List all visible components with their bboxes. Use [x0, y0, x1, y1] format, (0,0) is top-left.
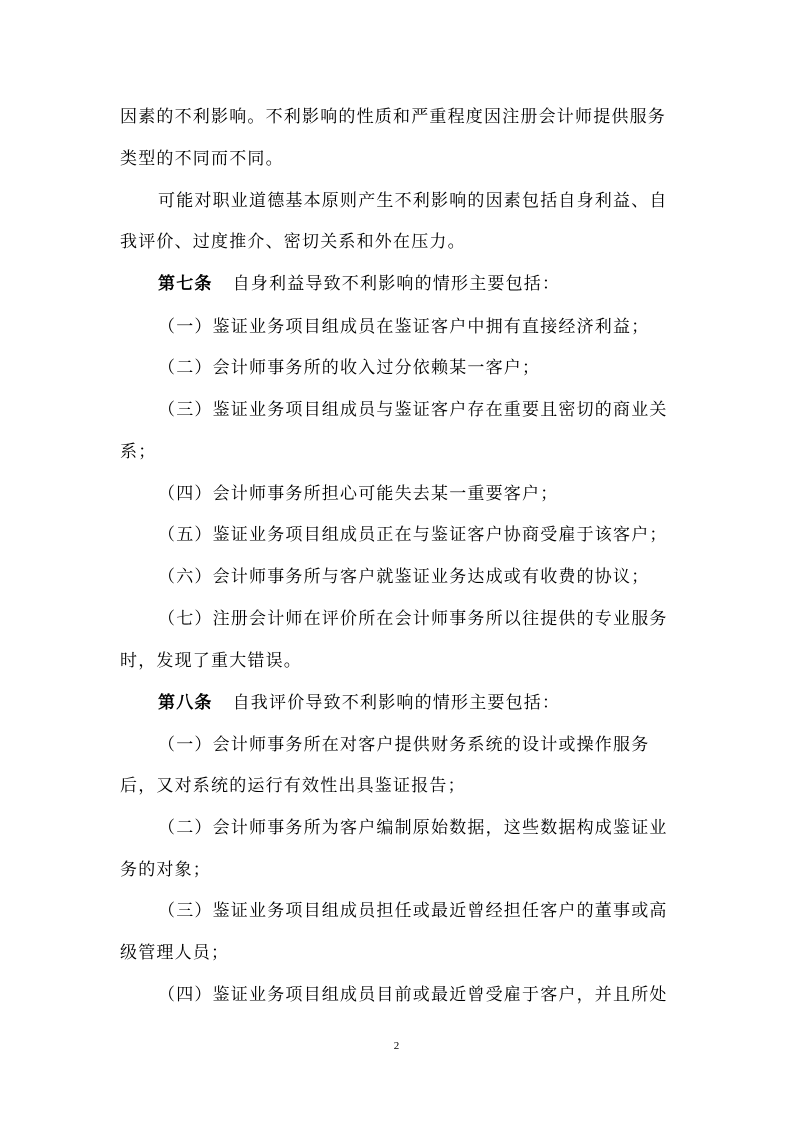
- article-7-number: 第七条: [158, 274, 213, 294]
- list-item-continuation: 后，又对系统的运行有效性出具鉴证报告；: [120, 776, 466, 796]
- list-item: （三）鉴证业务项目组成员与鉴证客户存在重要且密切的商业关: [158, 400, 668, 420]
- list-item: （四）鉴证业务项目组成员目前或最近曾受雇于客户，并且所处: [158, 985, 668, 1005]
- article-8-title: 自我评价导致不利影响的情形主要包括：: [232, 693, 561, 713]
- article-7-title: 自身利益导致不利影响的情形主要包括：: [232, 274, 561, 294]
- article-8-number: 第八条: [158, 693, 213, 713]
- list-item: （一）会计师事务所在对客户提供财务系统的设计或操作服务: [158, 735, 650, 755]
- list-item-continuation: 级管理人员；: [120, 943, 230, 963]
- article-8-heading: [158, 692, 680, 714]
- page-number: 2: [393, 1040, 400, 1052]
- list-item: （二）会计师事务所的收入过分依赖某一客户；: [158, 358, 541, 378]
- paragraph-line: 因素的不利影响。不利影响的性质和严重程度因注册会计师提供服务: [120, 107, 666, 127]
- paragraph-line: 类型的不同而不同。: [120, 149, 284, 169]
- list-item: （三）鉴证业务项目组成员担任或最近曾经担任客户的董事或高: [158, 901, 668, 921]
- list-item: （七）注册会计师在评价所在会计师事务所以往提供的专业服务: [158, 609, 668, 629]
- list-item: （五）鉴证业务项目组成员正在与鉴证客户协商受雇于该客户；: [158, 525, 668, 545]
- list-item: （四）会计师事务所担心可能失去某一重要客户；: [158, 484, 559, 504]
- paragraph-line: 我评价、过度推介、密切关系和外在压力。: [120, 232, 466, 252]
- list-item-continuation: 时，发现了重大错误。: [120, 651, 302, 671]
- list-item: （一）鉴证业务项目组成员在鉴证客户中拥有直接经济利益；: [158, 317, 650, 337]
- list-item: （六）会计师事务所与客户就鉴证业务达成或有收费的协议；: [158, 567, 650, 587]
- list-item-continuation: 务的对象；: [120, 860, 211, 880]
- paragraph-line: 可能对职业道德基本原则产生不利影响的因素包括自身利益、自: [158, 191, 668, 211]
- article-7-heading: [158, 273, 680, 295]
- list-item-continuation: 系；: [120, 442, 157, 462]
- list-item: （二）会计师事务所为客户编制原始数据，这些数据构成鉴证业: [158, 818, 668, 838]
